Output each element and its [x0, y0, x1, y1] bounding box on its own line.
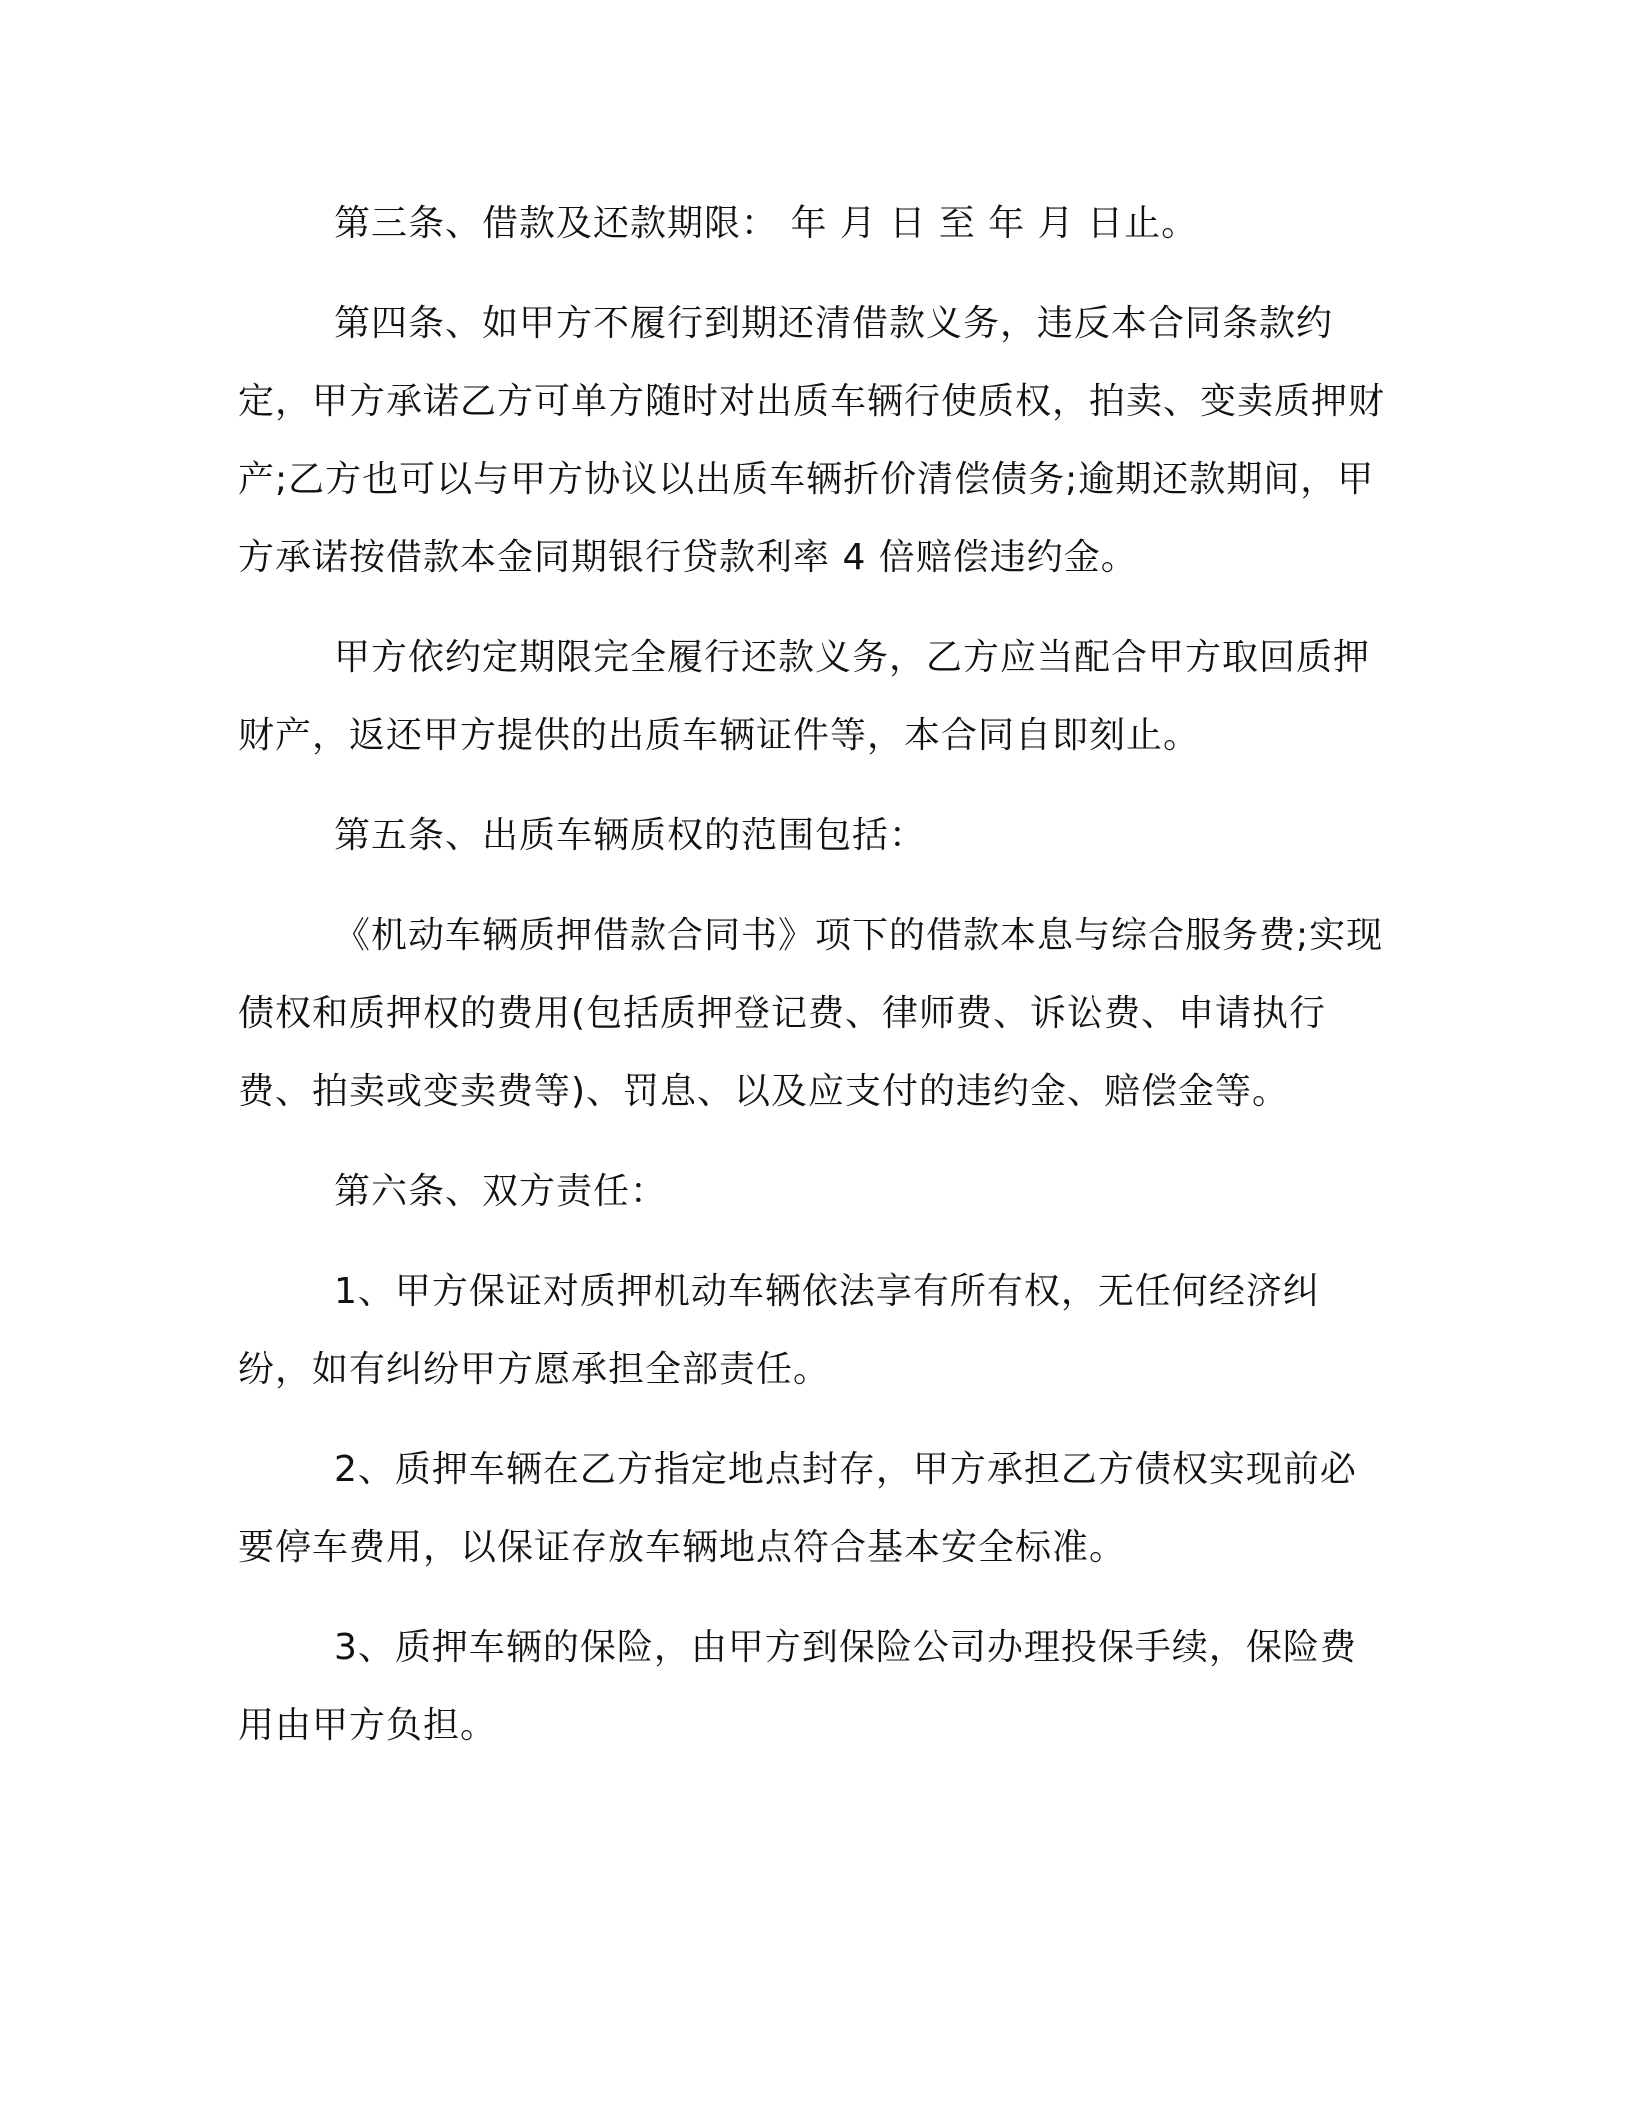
paragraph-article-4-continued: 甲方依约定期限完全履行还款义务，乙方应当配合甲方取回质押财产，返还甲方提供的出质车辆证件等，本合同自即刻止。: [238, 637, 1371, 756]
document-body: [238, 185, 1388, 1787]
paragraph-article-5-scope: 《机动车辆质押借款合同书》项下的借款本息与综合服务费;实现债权和质押权的费用(包括质押登记费、律师费、诉讼费、申请执行费、拍卖或变卖费等)、罚息、以及应支付的违约金、赔偿金等。: [238, 915, 1384, 1112]
paragraph-article-6-item-3: 3、质押车辆的保险，由甲方到保险公司办理投保手续，保险费用由甲方负担。: [238, 1627, 1357, 1746]
paragraph-article-6-item-1: 1、甲方保证对质押机动车辆依法享有所有权，无任何经济纠纷，如有纠纷甲方愿承担全部责任。: [238, 1271, 1320, 1390]
paragraph-article-6-item-2: 2、质押车辆在乙方指定地点封存，甲方承担乙方债权实现前必要停车费用，以保证存放车辆地点符合基本安全标准。: [238, 1449, 1357, 1568]
paragraph-article-3: 第三条、借款及还款期限： 年 月 日 至 年 月 日止。: [334, 203, 1199, 244]
paragraph-article-4: 第四条、如甲方不履行到期还清借款义务，违反本合同条款约定，甲方承诺乙方可单方随时对出质车辆行使质权，拍卖、变卖质押财产;乙方也可以与甲方协议以出质车辆折价清偿债务;逾期还款期间，甲方承诺按借款本金同期银行贷款利率 4 倍赔偿违约金。: [238, 303, 1386, 578]
paragraph-article-5: 第五条、出质车辆质权的范围包括：: [334, 815, 927, 856]
paragraph-article-6: 第六条、双方责任：: [334, 1171, 668, 1212]
